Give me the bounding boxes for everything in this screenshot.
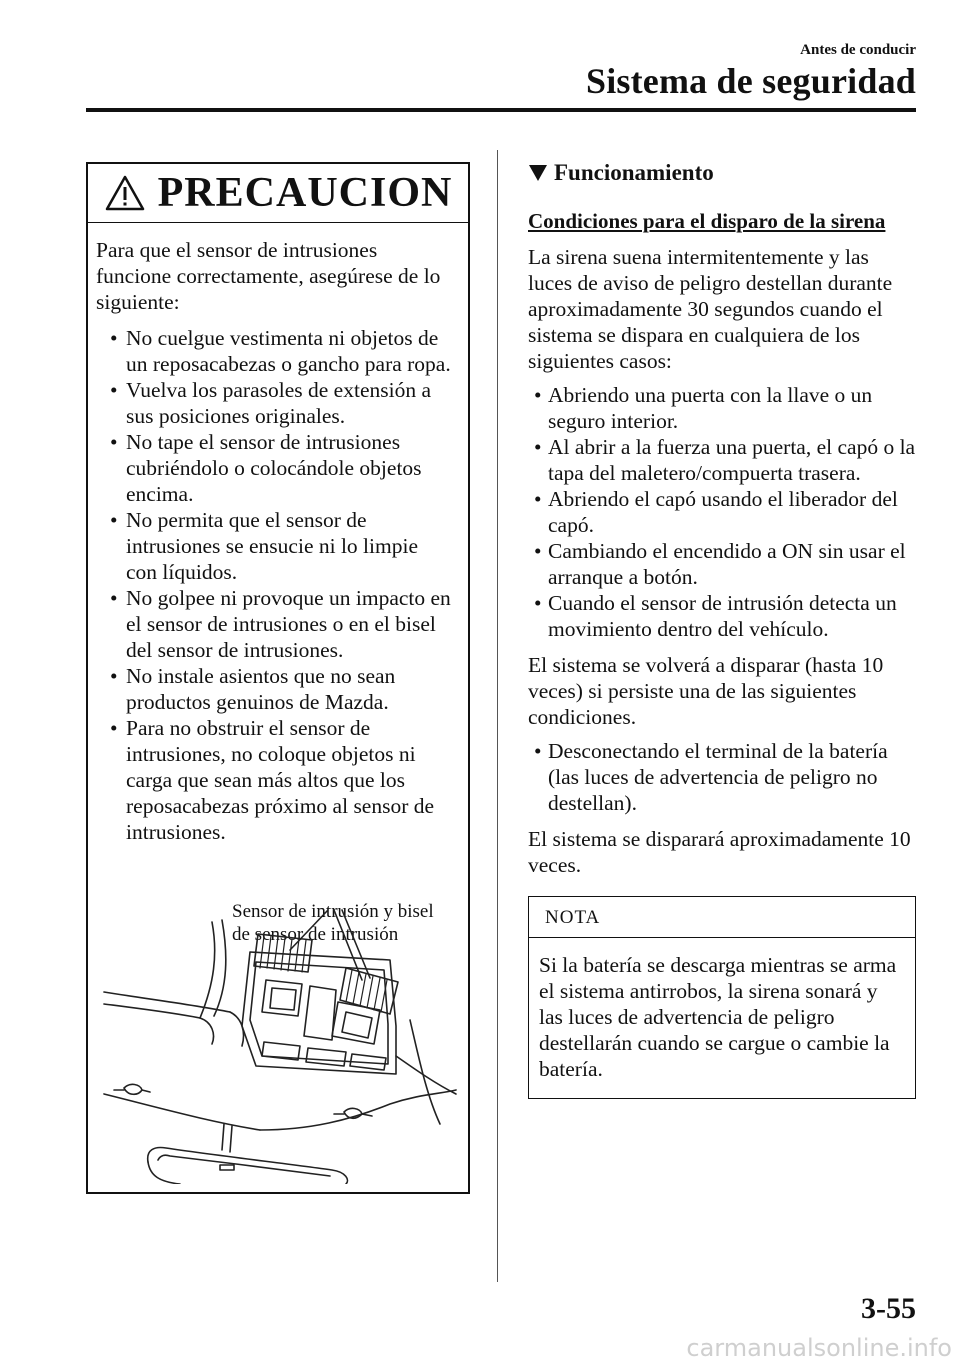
list-item: • Cuando el sensor de intrusión detecta un movimiento dentro del vehículo. [528,590,916,642]
note-text: Si la batería se descarga mientras se arma el sistema antirrobos, la sirena sonará y las luces de advertencia de peligro destellarán cuando se cargue o cambie la batería. [539,953,897,1081]
list-item: • Cambiando el encendido a ON sin usar el arranque a botón. [528,538,916,590]
column-divider [497,150,498,1282]
list-item: • No instale asientos que no sean productos genuinos de Mazda. [96,663,454,715]
header-rule [86,108,916,112]
caution-intro: Para que el sensor de intrusiones funcione correctamente, asegúrese de lo siguiente: [96,238,441,314]
triangle-down-icon [528,164,548,182]
header-section-label: Antes de conducir [800,42,916,58]
list-item: • Al abrir a la fuerza una puerta, el capó o la tapa del maletero/compuerta trasera. [528,434,916,486]
caution-body [88,223,468,845]
list-item: • Abriendo el capó usando el liberador del capó. [528,486,916,538]
list-item: • No permita que el sensor de intrusiones se ensucie ni lo limpie con líquidos. [96,507,454,585]
note-box [528,896,916,1099]
trigger-list [528,382,916,642]
list-item: • Para no obstruir el sensor de intrusiones, no coloque objetos ni carga que sean más altos que los reposacabezas próximo al sensor de intrusiones. [96,715,454,845]
page-title: Sistema de seguridad [585,61,916,101]
warning-icon [104,174,146,212]
caution-list [96,325,454,845]
paragraph: El sistema se disparará aproximadamente 10 veces. [528,827,911,877]
list-item: • No tape el sensor de intrusiones cubriéndolo o colocándole objetos encima. [96,429,454,507]
list-item: • No golpee ni provoque un impacto en el sensor de intrusiones o en el bisel del sensor de intrusiones. [96,585,454,663]
right-column [528,160,916,1099]
page-number: 3-55 [861,1292,916,1325]
list-item: • Abriendo una puerta con la llave o un seguro interior. [528,382,916,434]
caution-title: PRECAUCION [157,170,453,216]
list-item: • Desconectando el terminal de la batería (las luces de advertencia de peligro no destellan). [528,738,916,816]
note-label: NOTA [529,897,915,938]
section-heading-text: Funcionamiento [554,160,714,185]
retrigger-list [528,738,916,816]
caution-header [88,164,468,223]
subheading: Condiciones para el disparo de la sirena [528,209,886,233]
section-heading [528,160,916,186]
intrusion-sensor-illustration [100,894,458,1184]
list-item: • Vuelva los parasoles de extensión a sus posiciones originales. [96,377,454,429]
paragraph: El sistema se volverá a disparar (hasta 10 veces) si persiste una de las siguientes condiciones. [528,653,884,729]
watermark: carmanualsonline.info [686,1334,952,1362]
list-item: • No cuelgue vestimenta ni objetos de un reposacabezas o gancho para ropa. [96,325,454,377]
caption-line: de sensor de intrusión [232,924,399,945]
caption-line: Sensor de intrusión y bisel [232,901,434,922]
caution-box [86,162,470,1194]
paragraph: La sirena suena intermitentemente y las luces de aviso de peligro destellan durante aproximadamente 30 segundos cuando el sistema se dispara en cualquiera de los siguientes casos: [528,245,893,373]
